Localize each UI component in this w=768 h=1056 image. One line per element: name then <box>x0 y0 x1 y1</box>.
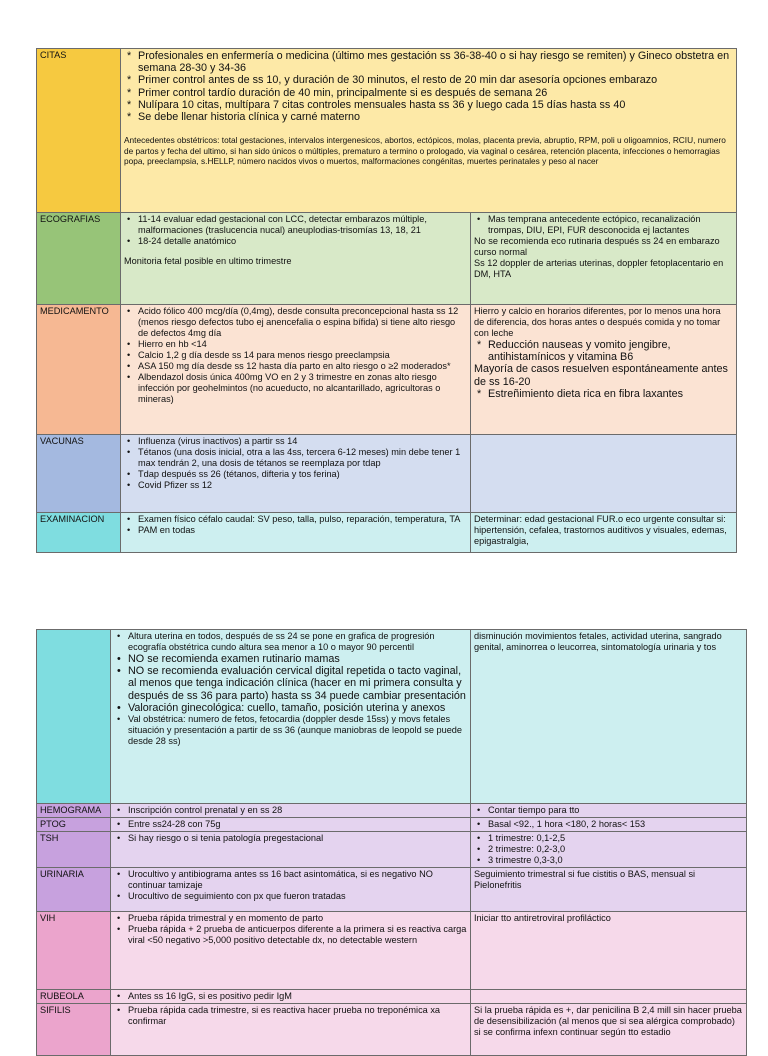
list-item: * Se debe llenar historia clínica y carné materno <box>138 111 733 123</box>
list-item: * Estreñimiento dieta rica en fibra laxantes <box>488 388 733 400</box>
list-item: • Antes ss 16 IgG, si es positivo pedir IgM <box>128 991 467 1002</box>
list-item: • Prueba rápida + 2 prueba de anticuerpos diferente a la primera si es reactiva carga viral <50 negativo >5,000 positivo detectable dx, no detectable western <box>128 924 467 946</box>
list-item: • Contar tiempo para tto <box>488 805 743 816</box>
row-ecografias <box>37 213 737 305</box>
note: Mayoría de casos resuelven espontáneamente antes de ss 16-20 <box>474 363 728 388</box>
list-item: • Calcio 1,2 g día desde ss 14 para menos riesgo preeclampsia <box>138 350 467 361</box>
list-item: • Prueba rápida cada trimestre, si es reactiva hacer prueba no treponémica xa confirmar <box>128 1005 467 1027</box>
vih-right: Iniciar tto antiretroviral profiláctico <box>471 912 747 990</box>
obstetric-history-note: Antecedentes obstétricos: total gestaciones, intervalos intergenesicos, abortos, ectópicos, molas, placenta previa, abruptio, RPM, poli u oligoamnios, RCIU, numero de partos y fecha del ultimo, si han sido únicos o múltiples, prematuro a termino o prologado, via vaginal o cesárea, retención placenta, infecciones o hemorragias popa, preeclampsia, s.HELLP, número nacidos vivos o muertos, malformaciones congénitas, muertes perinatales y peso al nacer <box>124 135 726 167</box>
row-label: ECOGRAFIAS <box>37 213 121 305</box>
row-examinacion <box>37 513 737 553</box>
row-examinacion-cont <box>37 630 747 804</box>
list-item: • 3 trimestre 0,3-3,0 <box>488 855 743 866</box>
vacunas-right <box>471 435 737 513</box>
row-label: RUBEOLA <box>37 990 111 1004</box>
row-label: TSH <box>37 832 111 868</box>
list-item: • 18-24 detalle anatómico <box>138 236 467 247</box>
list-item: • Examen físico céfalo caudal: SV peso, talla, pulso, reparación, temperatura, TA <box>138 514 467 525</box>
examinacion-cont-right: disminución movimientos fetales, actividad uterina, sangrado genital, aminorrea o leucorrea, sintomatología urinaria y tos <box>471 630 747 804</box>
list-item: • Basal <92., 1 hora <180, 2 horas< 153 <box>488 819 743 830</box>
row-label: VACUNAS <box>37 435 121 513</box>
list-item: • NO se recomienda evaluación cervical digital repetida o tacto vaginal, al menos que tenga indicación clínica (hacer en mi primera consulta y después de ss 36 para parto) hasta ss 34 puede cambiar presentación <box>128 665 467 702</box>
list-item: • Urocultivo de seguimiento con px que fueron tratadas <box>128 891 467 902</box>
medicamento-left <box>121 305 471 435</box>
ecografias-right <box>471 213 737 305</box>
list-item: • NO se recomienda examen rutinario mamas <box>128 653 467 665</box>
row-vih <box>37 912 747 990</box>
row-label: HEMOGRAMA <box>37 804 111 818</box>
row-citas <box>37 49 737 213</box>
row-label: VIH <box>37 912 111 990</box>
medicamento-right <box>471 305 737 435</box>
list-item: * Primer control antes de ss 10, y duración de 30 minutos, el resto de 20 min dar asesoría opciones embarazo <box>138 74 733 86</box>
list-item: • Tdap después ss 26 (tétanos, difteria y tos ferina) <box>138 469 467 480</box>
examinacion-right: Determinar: edad gestacional FUR.o eco urgente consultar si: hipertensión, cefalea, trastornos auditivos y visuales, edemas, epigastralgia, <box>471 513 737 553</box>
sifilis-right: Si la prueba rápida es +, dar penicilina B 2,4 mill sin hacer prueba de desensibilización (al menos que si sea alérgica comprobado) si se confirma infexn continuar según tto estadio <box>471 1004 747 1056</box>
list-item: • Mas temprana antecedente ectópico, recanalización trompas, DIU, EPI, FUR desconocida ej lactantes <box>488 214 733 236</box>
note: Monitoria fetal posible en ultimo trimestre <box>124 256 292 266</box>
list-item: • Influenza (virus inactivos) a partir ss 14 <box>138 436 467 447</box>
urinaria-right: Seguimiento trimestral si fue cistitis o BAS, mensual si Pielonefritis <box>471 868 747 912</box>
examinacion-left <box>121 513 471 553</box>
examinacion-cont-left <box>111 630 471 804</box>
table-bottom <box>36 629 747 1056</box>
list-item: • Inscripción control prenatal y en ss 28 <box>128 805 467 816</box>
note: Ss 12 doppler de arterias uterinas, doppler fetoplacentario en DM, HTA <box>474 258 724 279</box>
row-label: EXAMINACION <box>37 513 121 553</box>
row-hemograma <box>37 804 747 818</box>
list-item: • 2 trimestre: 0,2-3,0 <box>488 844 743 855</box>
row-urinaria <box>37 868 747 912</box>
citas-content <box>121 49 737 213</box>
list-item: • Val obstétrica: numero de fetos, fetocardia (doppler desde 15ss) y movs fetales situación y presentación a partir de ss 36 (aunque maniobras de leopold se puede desde 28 ss) <box>128 714 467 747</box>
row-label: MEDICAMENTO <box>37 305 121 435</box>
list-item: • PAM en todas <box>138 525 467 536</box>
row-tsh <box>37 832 747 868</box>
row-label <box>37 630 111 804</box>
list-item: • Urocultivo y antibiograma antes ss 16 bact asintomática, si es negativo NO continuar tamizaje <box>128 869 467 891</box>
vacunas-left <box>121 435 471 513</box>
list-item: * Reducción nauseas y vomito jengibre, antihistamínicos y vitamina B6 <box>488 339 733 363</box>
ecografias-left <box>121 213 471 305</box>
list-item: • Valoración ginecológica: cuello, tamaño, posición uterina y anexos <box>128 702 467 714</box>
list-item: • ASA 150 mg día desde ss 12 hasta día parto en alto riesgo o ≥2 moderados* <box>138 361 467 372</box>
list-item: • Si hay riesgo o si tenia patología pregestacional <box>128 833 467 844</box>
note: No se recomienda eco rutinaria después ss 24 en embarazo curso normal <box>474 236 720 257</box>
list-item: * Nulípara 10 citas, multípara 7 citas controles mensuales hasta ss 36 y luego cada 15 días hasta ss 40 <box>138 99 733 111</box>
list-item: • Tétanos (una dosis inicial, otra a las 4ss, tercera 6-12 meses) min debe tener 1 max tendrán 2, una dosis de tétanos se reemplaza por tdap <box>138 447 467 469</box>
row-rubeola <box>37 990 747 1004</box>
list-item: • Prueba rápida trimestral y en momento de parto <box>128 913 467 924</box>
list-item: • Acido fólico 400 mcg/día (0,4mg), desde consulta preconcepcional hasta ss 12 (menos riesgo defectos tubo ej anencefalia o espina bífida) si tiene alto riesgo de defectos 4mg día <box>138 306 467 339</box>
row-label: CITAS <box>37 49 121 213</box>
row-label: URINARIA <box>37 868 111 912</box>
list-item: • Altura uterina en todos, después de ss 24 se pone en grafica de progresión ecografía obstétrica cundo altura sea menor a 10 o mayor 90 percentil <box>128 631 467 653</box>
list-item: * Profesionales en enfermería o medicina (último mes gestación ss 36-38-40 o si hay riesgo se remiten) y Gineco obstetra en semana 28-30 y 34-36 <box>138 50 733 74</box>
citas-list <box>124 50 733 123</box>
table-top <box>36 48 737 553</box>
row-medicamento <box>37 305 737 435</box>
row-label: SIFILIS <box>37 1004 111 1056</box>
list-item: • Covid Pfizer ss 12 <box>138 480 467 491</box>
row-vacunas <box>37 435 737 513</box>
list-item: * Primer control tardío duración de 40 min, principalmente si es después de semana 26 <box>138 87 733 99</box>
row-ptog <box>37 818 747 832</box>
note: Hierro y calcio en horarios diferentes, por lo menos una hora de diferencia, dos horas antes o después comida y no tomar con leche <box>474 306 721 338</box>
row-label: PTOG <box>37 818 111 832</box>
list-item: • Albendazol dosis única 400mg VO en 2 y 3 trimestre en zonas alto riesgo infección por geohelmintos (no acueducto, no alcantarillado, agricultoras o mineras) <box>138 372 467 405</box>
list-item: • 1 trimestre: 0,1-2,5 <box>488 833 743 844</box>
list-item: • Hierro en hb <14 <box>138 339 467 350</box>
row-sifilis <box>37 1004 747 1056</box>
list-item: • Entre ss24-28 con 75g <box>128 819 467 830</box>
list-item: • 11-14 evaluar edad gestacional con LCC, detectar embarazos múltiple, malformaciones (traslucencia nucal) aneuplodias-trisomías 13, 18, 21 <box>138 214 467 236</box>
